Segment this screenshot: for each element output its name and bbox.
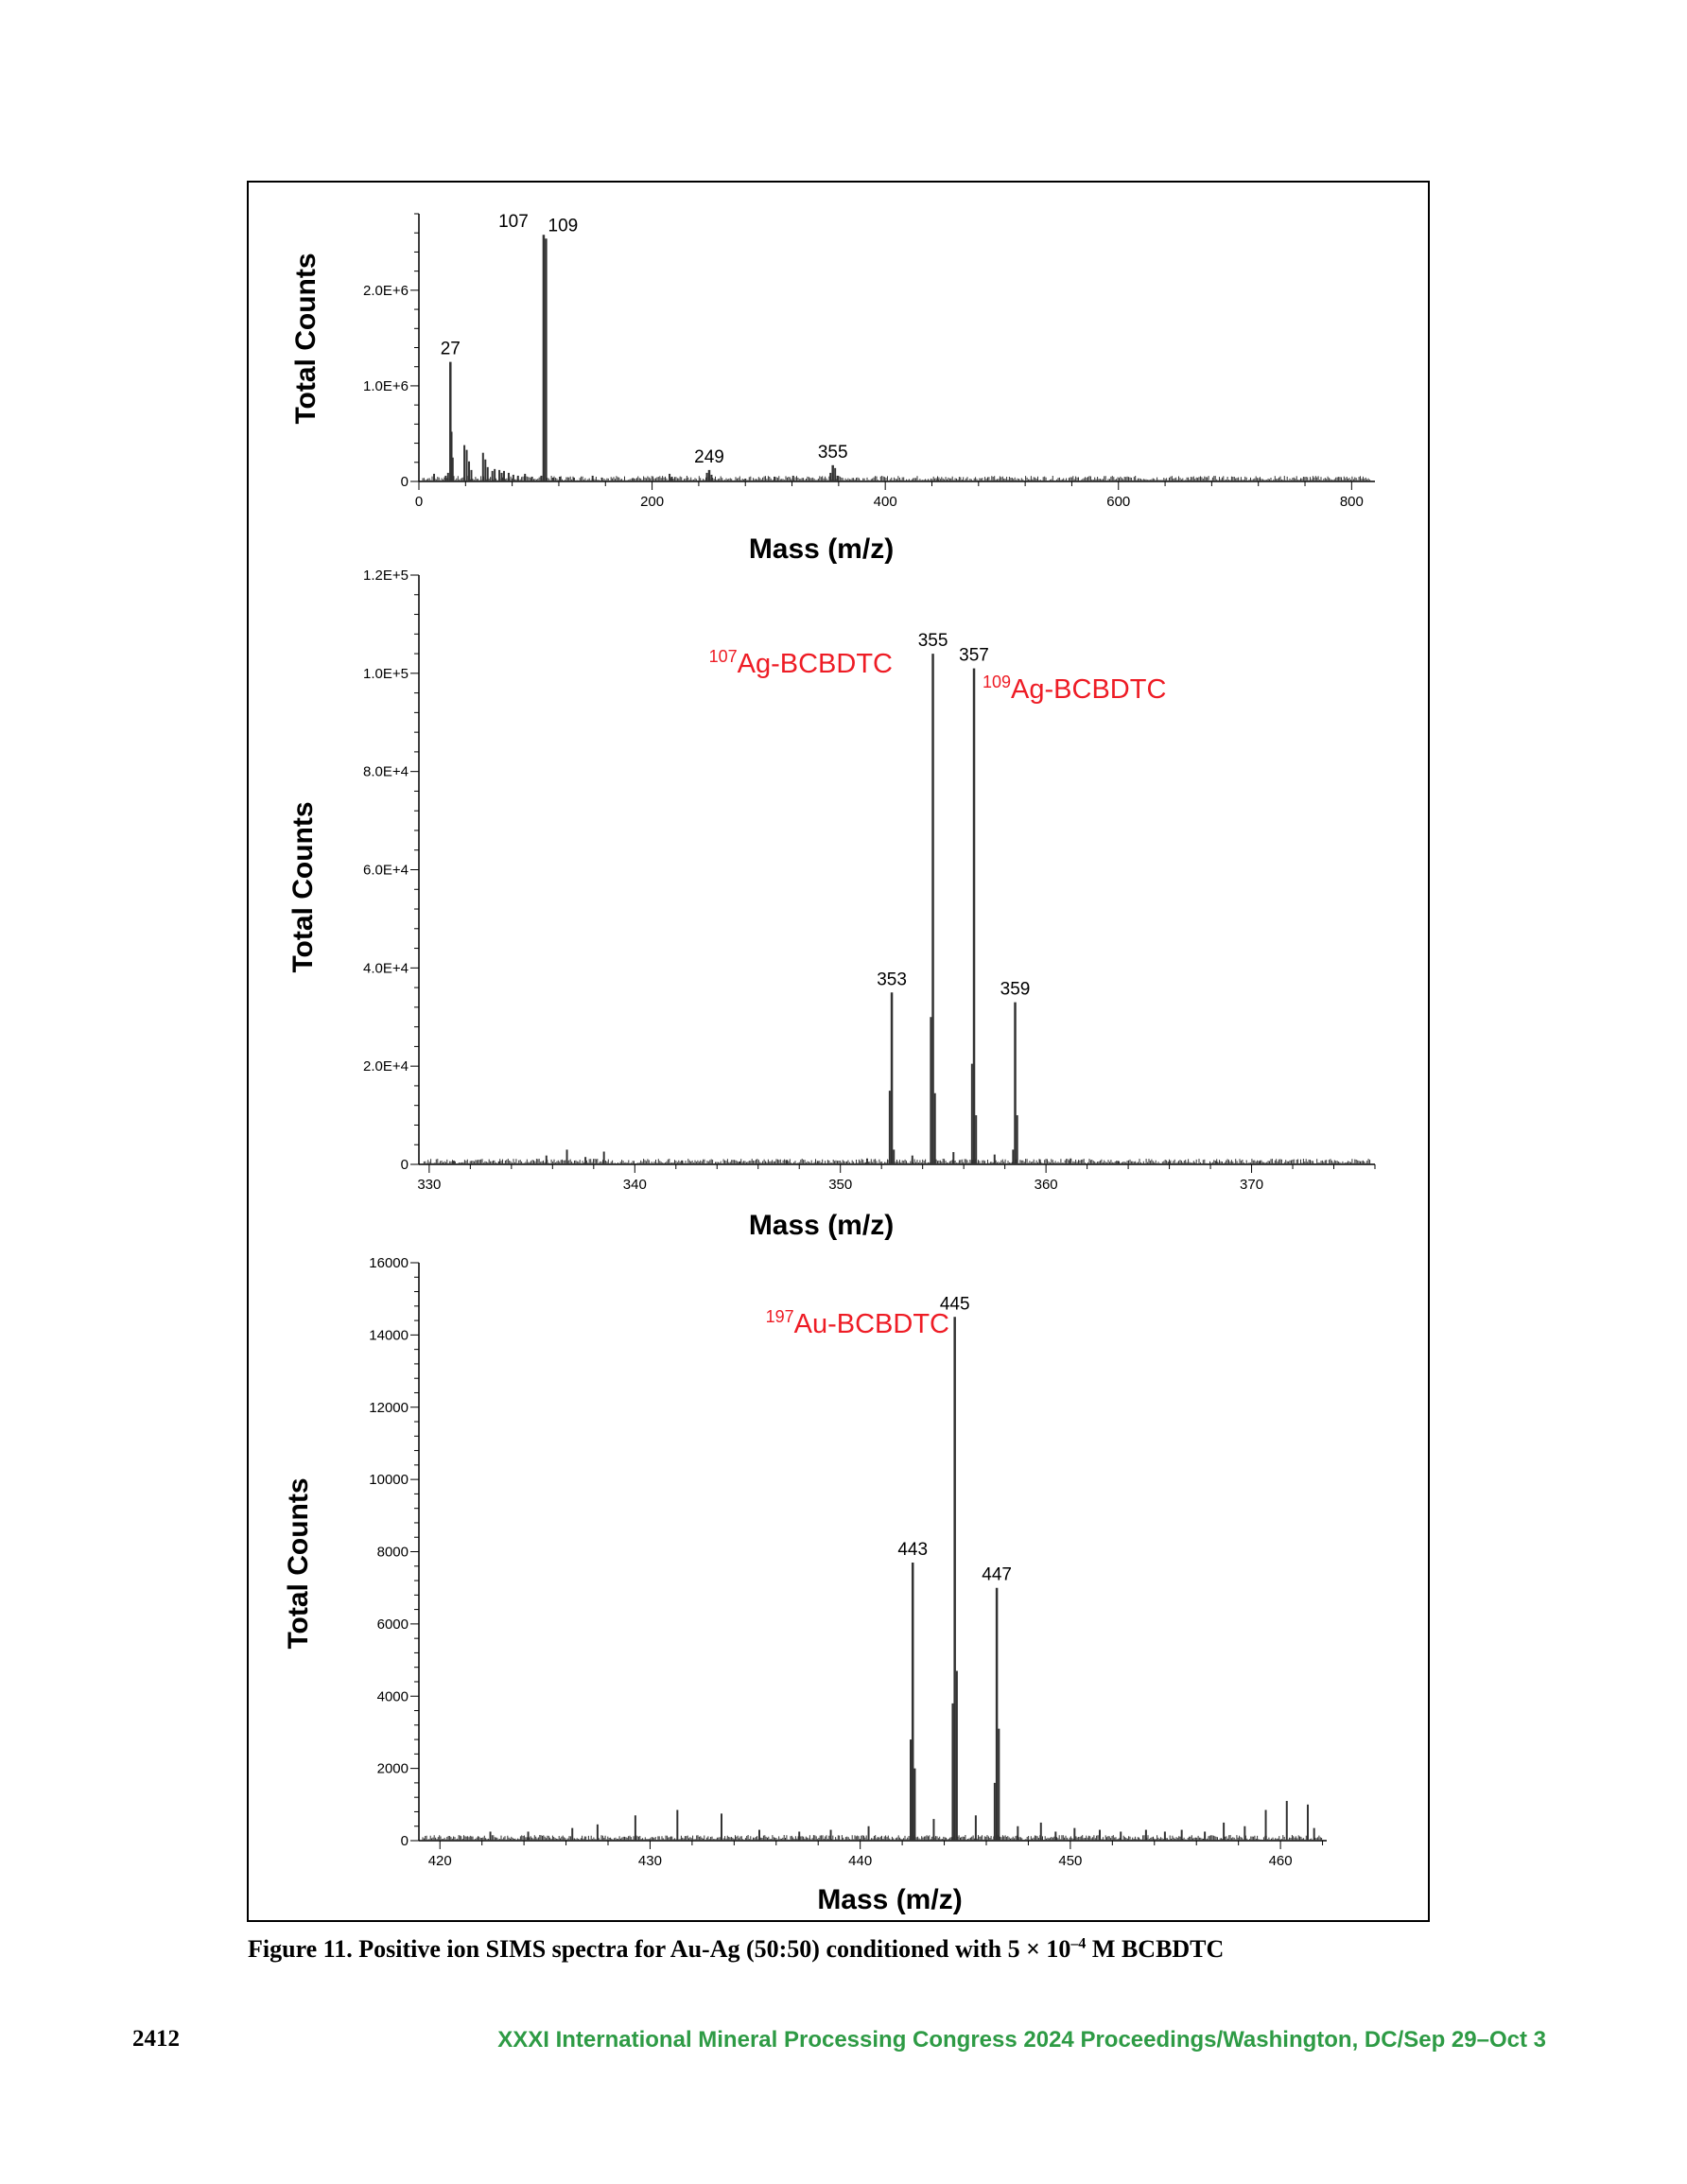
x-tick-label: 340 xyxy=(622,1177,647,1193)
y-tick-label: 0 xyxy=(400,1833,409,1849)
x-tick-label: 400 xyxy=(873,494,897,510)
caption-suffix: M BCBDTC xyxy=(1086,1935,1225,1963)
x-tick-label: 800 xyxy=(1339,494,1364,510)
y-tick-label: 0 xyxy=(400,1157,409,1173)
y-tick-label: 1.2E+5 xyxy=(363,568,409,584)
page-number: 2412 xyxy=(132,2026,180,2052)
caption-text: Figure 11. Positive ion SIMS spectra for Au-Ag (50:50) conditioned with 5 × 10 xyxy=(248,1935,1071,1963)
baseline-noise xyxy=(423,1835,1322,1841)
peak-label-443: 443 xyxy=(897,1539,929,1560)
y-tick-label: 8000 xyxy=(376,1544,409,1561)
spectrum-panel-1 xyxy=(290,212,1375,565)
y-tick-label: 12000 xyxy=(369,1399,409,1416)
isotope-superscript: 107 xyxy=(708,647,738,666)
figure-frame xyxy=(247,181,1430,1922)
y-tick-label: 16000 xyxy=(369,1255,409,1271)
y-tick-label: 14000 xyxy=(369,1327,409,1344)
species-annotation-109 xyxy=(983,673,1166,705)
species-name: Ag-BCBDTC xyxy=(737,649,893,679)
y-tick-label: 10000 xyxy=(369,1472,409,1489)
x-axis-title: Mass (m/z) xyxy=(817,1884,963,1915)
y-tick-label: 1.0E+5 xyxy=(363,665,409,682)
spectrum-panel-3 xyxy=(283,1255,1327,1915)
peak-label-447: 447 xyxy=(982,1564,1012,1585)
peak-label-353: 353 xyxy=(877,970,907,990)
spectra-figure xyxy=(249,183,1432,1924)
y-tick-label: 4.0E+4 xyxy=(363,960,409,977)
isotope-superscript: 197 xyxy=(765,1307,794,1326)
x-tick-label: 450 xyxy=(1058,1853,1083,1869)
peak-label-27: 27 xyxy=(440,339,461,359)
peak-label-355: 355 xyxy=(917,631,948,652)
peak-label-355: 355 xyxy=(817,442,848,463)
baseline-noise xyxy=(423,1159,1370,1164)
peak-label-359: 359 xyxy=(1000,979,1031,1000)
x-tick-label: 350 xyxy=(828,1177,853,1193)
baseline-noise xyxy=(423,476,1370,481)
x-tick-label: 370 xyxy=(1240,1177,1264,1193)
species-annotation-197 xyxy=(766,1307,949,1339)
y-tick-label: 0 xyxy=(400,474,409,490)
y-axis-title: Total Counts xyxy=(287,801,319,973)
x-axis-title: Mass (m/z) xyxy=(748,533,895,565)
species-annotation-107 xyxy=(709,647,893,679)
peak-label-357: 357 xyxy=(959,645,989,666)
spectrum-panel-2 xyxy=(287,568,1375,1241)
species-name: Au-BCBDTC xyxy=(793,1309,949,1339)
y-tick-label: 2000 xyxy=(376,1760,409,1777)
x-tick-label: 440 xyxy=(848,1853,873,1869)
peak-label-107: 107 xyxy=(498,212,529,233)
peak-label-109: 109 xyxy=(548,216,579,236)
y-axis-title: Total Counts xyxy=(290,253,322,425)
y-tick-label: 2.0E+4 xyxy=(363,1058,409,1075)
x-tick-label: 600 xyxy=(1106,494,1131,510)
x-axis-title: Mass (m/z) xyxy=(748,1210,895,1241)
running-footer: XXXI International Mineral Processing Congress 2024 Proceedings/Washington, DC/Sep 29–Oct 3 xyxy=(497,2027,1546,2053)
caption-exponent: –4 xyxy=(1070,1935,1087,1952)
x-tick-label: 360 xyxy=(1034,1177,1058,1193)
species-name: Ag-BCBDTC xyxy=(1011,674,1167,705)
x-tick-label: 200 xyxy=(640,494,665,510)
x-tick-label: 460 xyxy=(1268,1853,1293,1869)
y-tick-label: 2.0E+6 xyxy=(363,282,409,299)
y-tick-label: 6.0E+4 xyxy=(363,862,409,879)
y-tick-label: 8.0E+4 xyxy=(363,763,409,780)
peak-label-445: 445 xyxy=(939,1294,970,1315)
peak-label-249: 249 xyxy=(694,446,724,467)
x-tick-label: 0 xyxy=(414,494,424,510)
x-tick-label: 430 xyxy=(637,1853,662,1869)
figure-caption xyxy=(248,1935,1477,1964)
x-tick-label: 330 xyxy=(417,1177,442,1193)
y-axis-title: Total Counts xyxy=(283,1477,314,1650)
isotope-superscript: 109 xyxy=(983,673,1012,691)
y-tick-label: 4000 xyxy=(376,1688,409,1705)
y-tick-label: 1.0E+6 xyxy=(363,377,409,394)
y-tick-label: 6000 xyxy=(376,1616,409,1633)
x-tick-label: 420 xyxy=(427,1853,452,1869)
